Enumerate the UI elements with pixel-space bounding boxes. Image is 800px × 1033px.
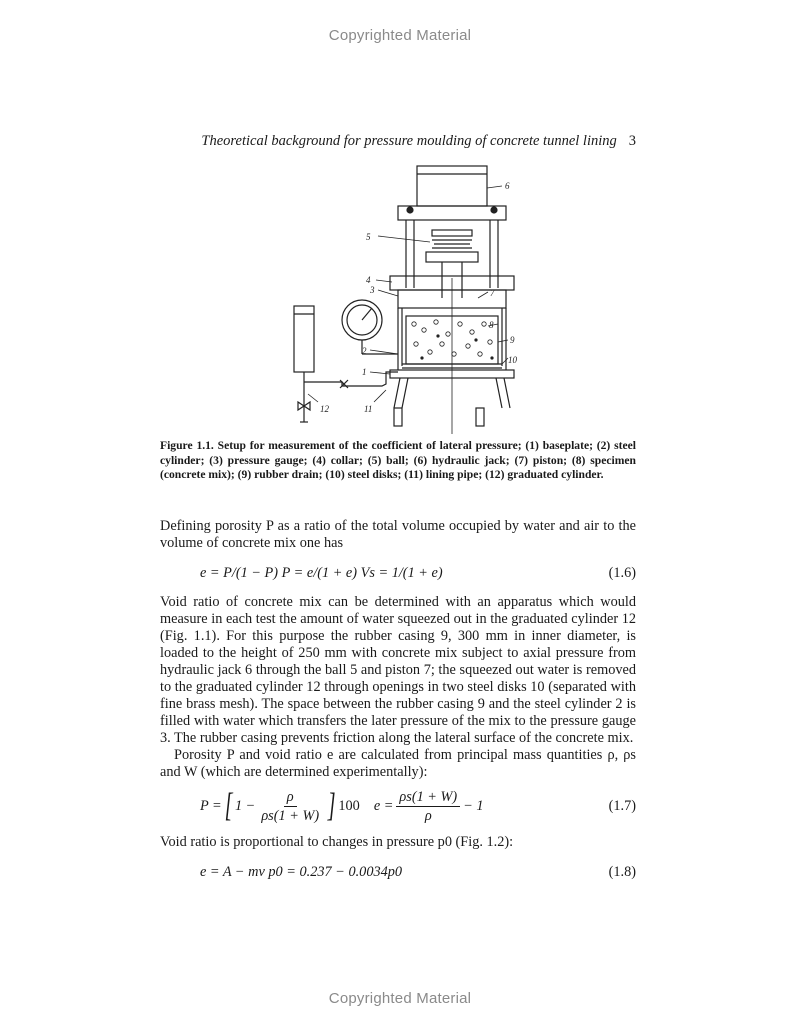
eq17-e-tail: − 1	[463, 797, 484, 814]
equation-1-8-number: (1.8)	[608, 864, 636, 880]
running-head-title: Theoretical background for pressure moulding of concrete tunnel lining	[201, 133, 617, 149]
page-number: 3	[628, 133, 636, 149]
equation-1-8	[200, 864, 636, 881]
paragraph-porosity-calculation: Porosity P and void ratio e are calculated from principal mass quantities ρ, ρs and W (which are determined experimentally):	[160, 747, 636, 780]
eq17-e-denominator: ρ	[424, 807, 432, 824]
eq17-e-lhs: e =	[373, 797, 394, 814]
ball-plate-shape	[432, 230, 472, 236]
equation-1-6-body: e = P/(1 − P) P = e/(1 + e) Vs = 1/(1 + e)	[200, 565, 443, 581]
eq17-factor: 100	[338, 797, 360, 814]
copyright-watermark-top: Copyrighted Material	[328, 27, 472, 44]
top-crosshead-shape	[398, 206, 506, 220]
equation-1-6	[200, 565, 636, 582]
figure-label-5: 5	[366, 232, 371, 242]
copyright-watermark-bottom: Copyrighted Material	[328, 990, 472, 1007]
eq17-p-fraction	[258, 789, 322, 824]
figure-label-12: 12	[320, 404, 329, 414]
figure-label-11: 11	[364, 404, 373, 414]
eq17-right-bracket: ]	[327, 787, 336, 824]
paragraph-porosity-definition: Defining porosity P as a ratio of the total volume occupied by water and air to the volume of concrete mix one has	[160, 518, 636, 551]
figure-label-1: 1	[362, 367, 367, 377]
figure-label-3: 3	[370, 285, 375, 295]
eq17-e-fraction	[396, 789, 460, 824]
eq17-p-denominator: ρs(1 + W)	[261, 807, 320, 824]
eq17-p-lhs: P =	[200, 797, 222, 814]
figure-label-2: 2	[362, 346, 367, 356]
equation-1-8-body: e = A − mv p0 = 0.237 − 0.0034p0	[200, 864, 403, 880]
eq17-e-numerator: ρs(1 + W)	[396, 789, 460, 807]
paragraph-void-ratio-pressure: Void ratio is proportional to changes in pressure p0 (Fig. 1.2):	[160, 834, 514, 850]
running-head	[160, 133, 636, 150]
equation-1-7-number: (1.7)	[608, 797, 636, 814]
eq17-p-numerator: ρ	[284, 789, 297, 807]
figure-label-6: 6	[505, 181, 510, 191]
paragraph-void-ratio-apparatus-text: Void ratio of concrete mix can be determined with an apparatus which would measure in each test the amount of water squeezed out in the graduated cylinder 12 (Fig. 1.1). For this purpose the rubber casing 9, 300 mm in inner diameter, is loaded to the height of 250 mm with concrete mix subject to axial pressure from hydraulic jack 6 through the ball 5 and piston 7; the squeezed out water is removed to the graduated cylinder 12 through openings in two steel disks 10 (separated with fine brass mesh). The space between the rubber casing 9 and the steel cylinder 2 is filled with water which transfers the later pressure of the mix to the pressure gauge 3. The rubber casing prevents friction along the lateral surface of the concrete mix.	[160, 594, 636, 746]
figure-label-7: 7	[490, 288, 495, 298]
figure-label-8: 8	[489, 320, 494, 330]
figure-label-10: 10	[508, 355, 517, 365]
eq17-one-minus: 1 −	[234, 797, 256, 814]
paragraph-void-ratio-apparatus	[160, 594, 636, 781]
figure-label-4: 4	[366, 275, 371, 285]
figure-label-9: 9	[510, 335, 515, 345]
equation-1-6-number: (1.6)	[608, 565, 636, 581]
eq17-left-bracket: [	[224, 787, 233, 824]
graduated-cylinder-shape	[294, 306, 314, 372]
apparatus-figure	[282, 158, 522, 434]
figure-caption: Figure 1.1. Setup for measurement of the coefficient of lateral pressure; (1) baseplate; (2) steel cylinder; (3) pressure gauge; (4) collar; (5) ball; (6) hydraulic jack; (7) piston; (8) specimen (concrete mix); (9) rubber drain; (10) steel disks; (11) lining pipe; (12) graduated cylinder.	[160, 439, 636, 481]
equation-1-7-body	[200, 789, 484, 824]
equation-1-7	[200, 784, 636, 828]
hydraulic-jack-shape	[417, 166, 487, 206]
